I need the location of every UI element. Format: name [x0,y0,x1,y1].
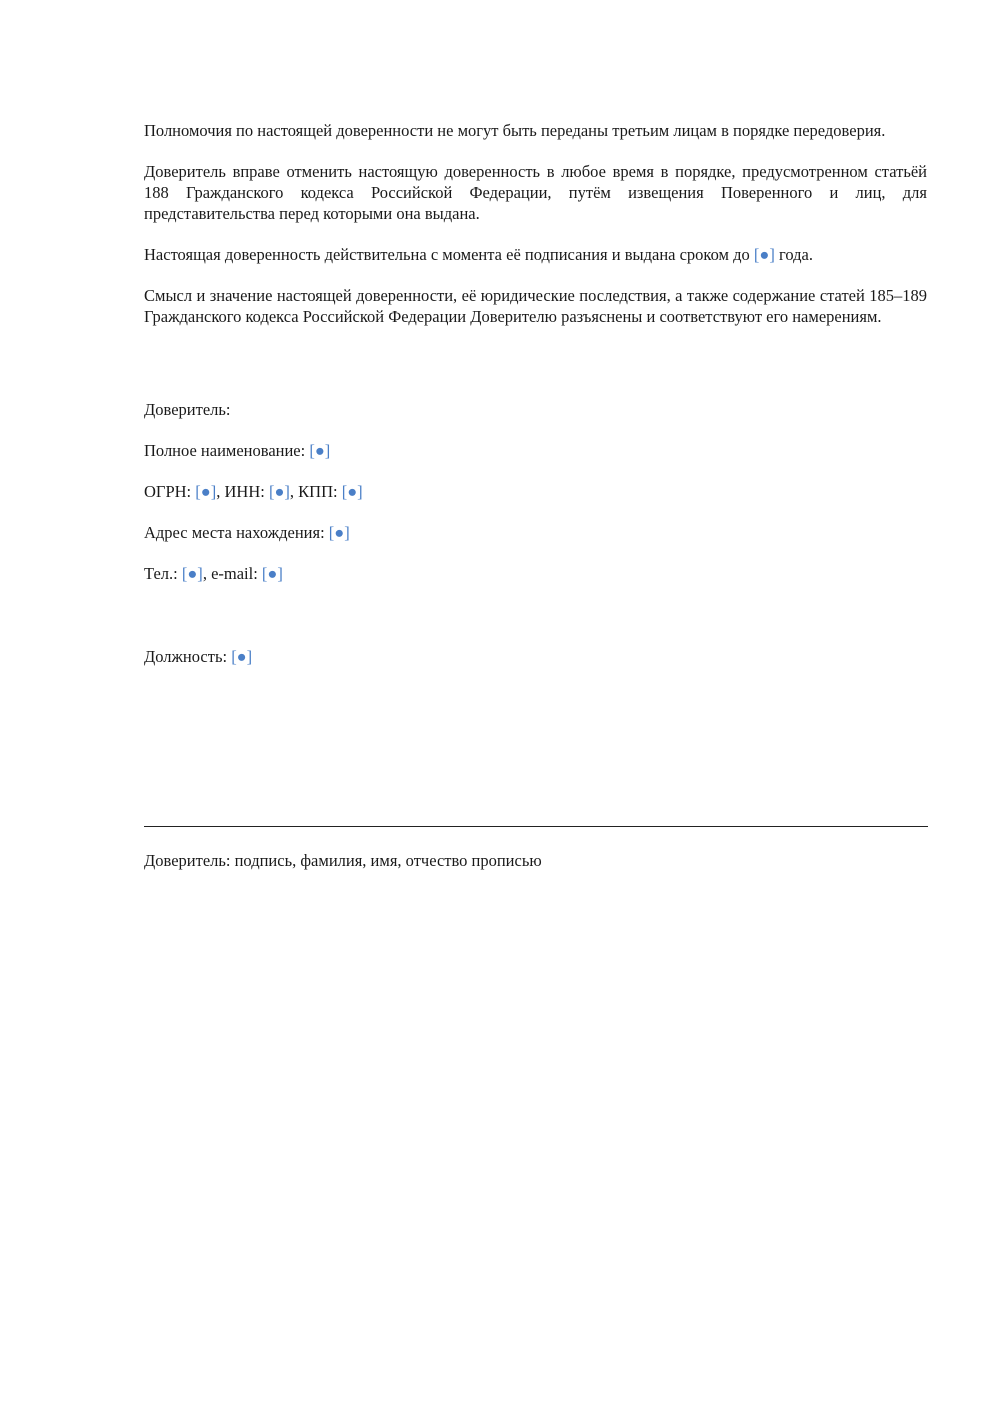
inn-placeholder: [●] [268,482,290,501]
principal-registration-numbers [144,481,927,502]
inn-label: , ИНН: [216,482,269,501]
full-name-placeholder: [●] [309,441,331,460]
signature-caption: Доверитель: подпись, фамилия, имя, отчество прописью [144,851,542,870]
spacer [144,347,927,399]
principal-full-name [144,440,927,461]
signature-line [144,826,928,827]
position-label: Должность: [144,647,232,666]
email-placeholder: [●] [261,564,283,583]
validity-date-placeholder: [●] [753,245,775,264]
ogrn-placeholder: [●] [195,482,217,501]
principal-contacts [144,563,927,584]
ogrn-label: ОГРН: [144,482,196,501]
kpp-label: , КПП: [289,482,342,501]
principal-position [144,646,927,667]
paragraph-validity [144,244,927,265]
phone-placeholder: [●] [181,564,203,583]
address-placeholder: [●] [328,523,350,542]
principal-address [144,522,927,543]
paragraph-no-subdelegation: Полномочия по настоящей доверенности не могут быть переданы третьим лицам в порядке передоверия. [144,121,886,140]
address-label: Адрес места нахождения: [144,523,329,542]
paragraph-revocation: Доверитель вправе отменить настоящую доверенность в любое время в порядке, предусмотренном статьёй 188 Гражданского кодекса Российской Федерации, путём извещения Поверенного и лиц, для представительства перед которыми она выдана. [144,162,927,223]
full-name-label: Полное наименование: [144,441,310,460]
document-body [144,120,927,687]
spacer [144,604,927,646]
validity-text: Настоящая доверенность действительна с момента её подписания и выдана сроком до [144,245,754,264]
position-placeholder: [●] [231,647,253,666]
principal-heading: Доверитель: [144,400,231,419]
validity-text-end: года. [774,245,813,264]
email-label: , e-mail: [202,564,262,583]
kpp-placeholder: [●] [341,482,363,501]
phone-label: Тел.: [144,564,182,583]
paragraph-explanation: Смысл и значение настоящей доверенности, её юридические последствия, а также содержание статей 185–189 Гражданского кодекса Российской Федерации Доверителю разъяснены и соответствуют его намерениям. [144,286,927,326]
